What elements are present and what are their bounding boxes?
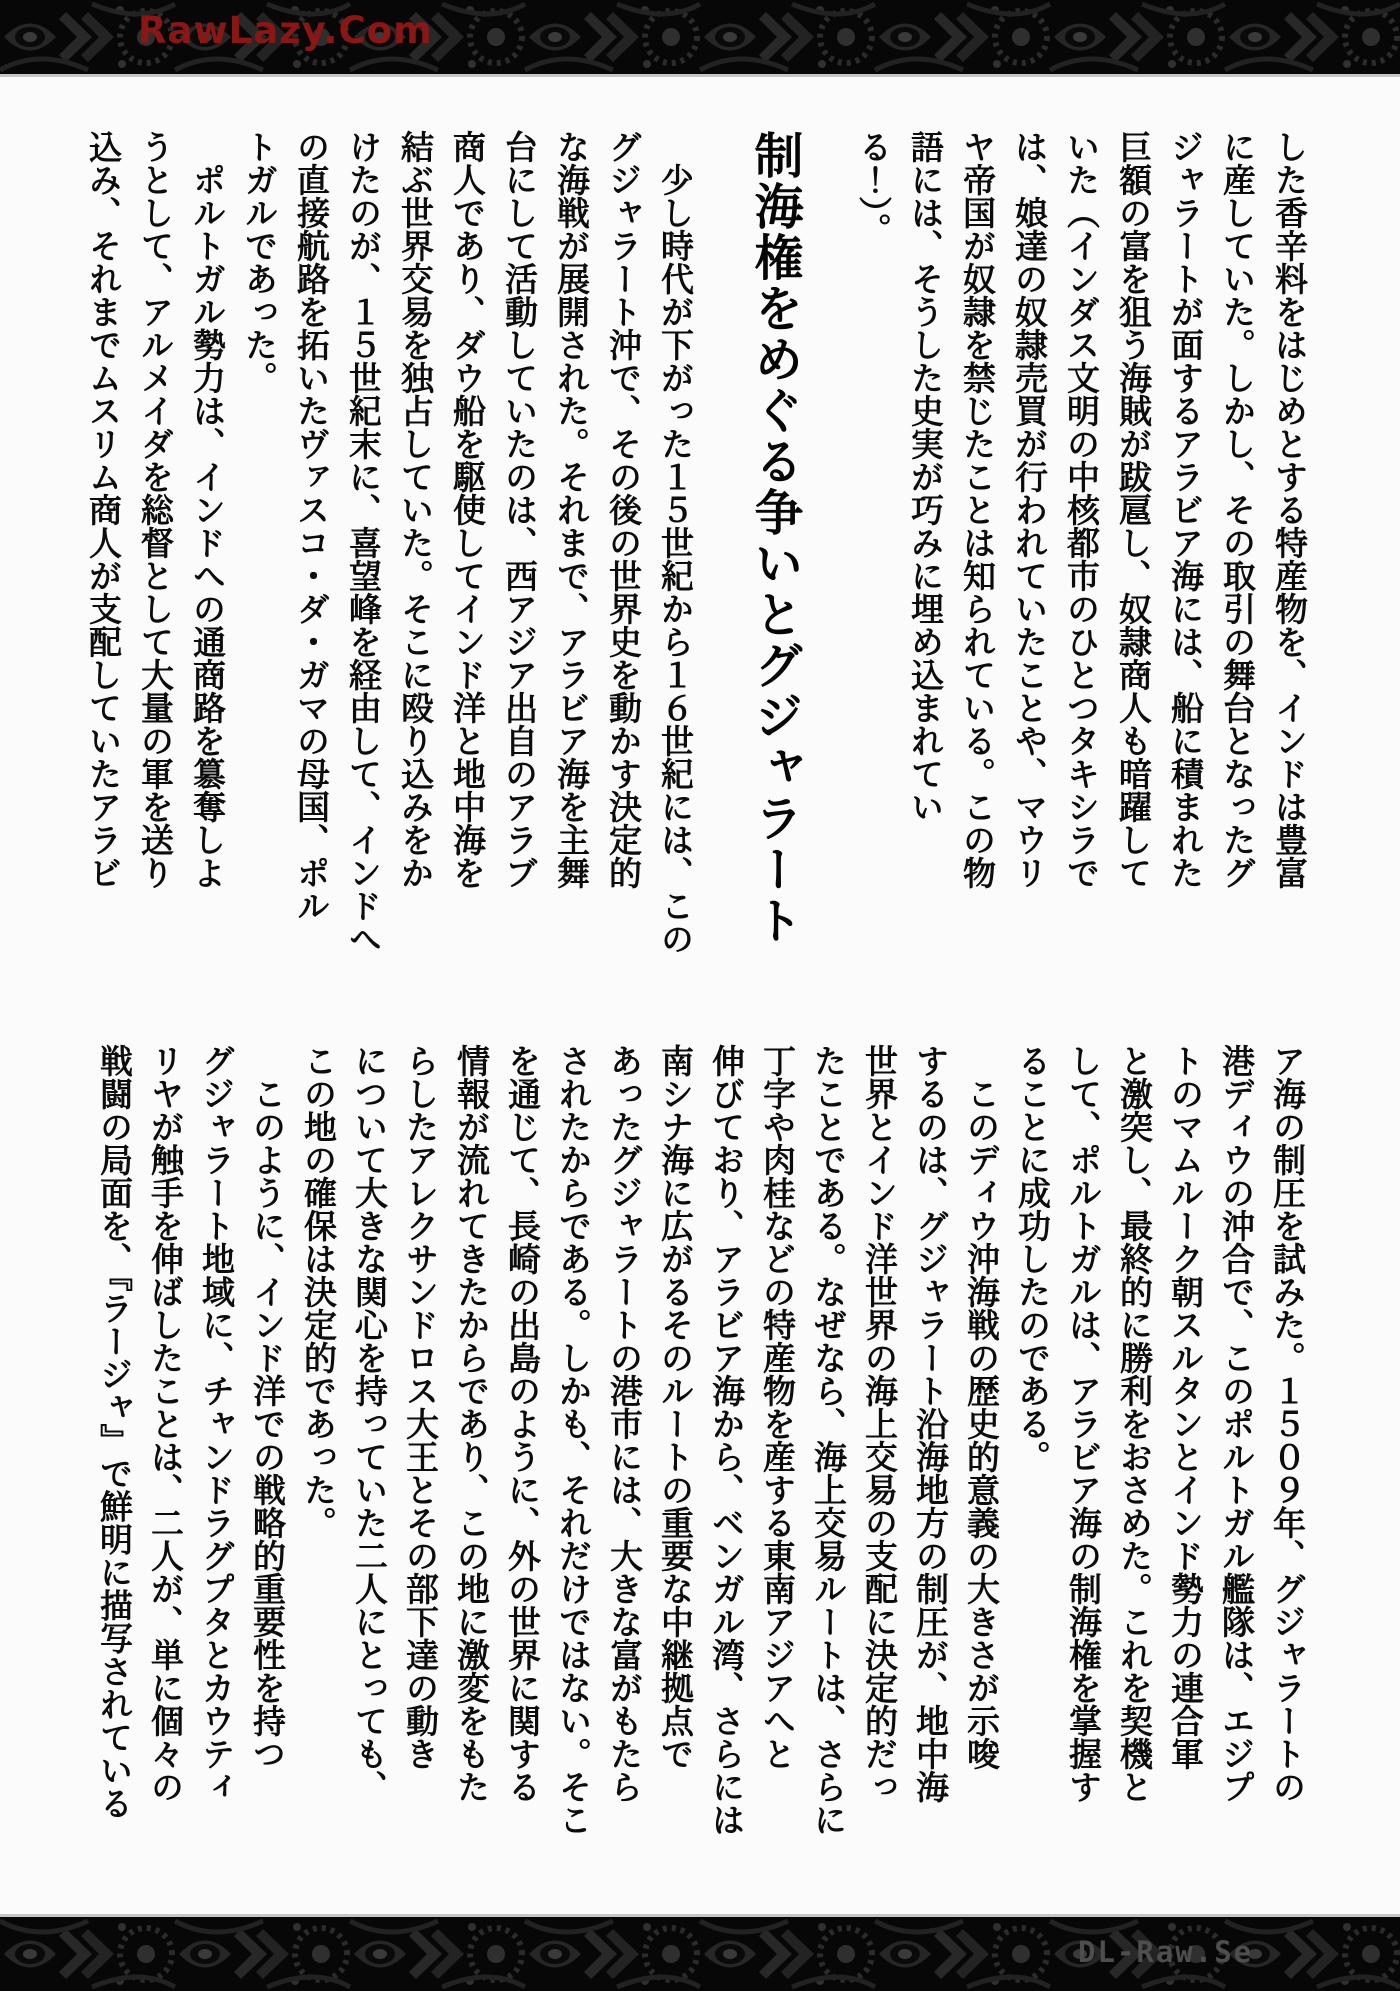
- text-column: な海戦が展開された。それまで、アラビア海を主舞: [552, 130, 591, 889]
- text-column: を通じて、長崎の出島のように、外の世界に関する: [503, 1044, 542, 1803]
- lower-text-block: [89, 1044, 1313, 1874]
- text-column: 台にして活動していたのは、西アジア出自のアラブ: [500, 130, 539, 889]
- text-column: ることに成功したのである。: [1013, 1044, 1052, 1473]
- text-column: このように、インド洋での戦略的重要性を持つ: [248, 1044, 287, 1770]
- bottom-decorative-band: [0, 1914, 1400, 1991]
- text-column: 語には、そうした史実が巧みに埋め込まれてい: [906, 130, 945, 823]
- text-column: 丁字や肉桂などの特産物を産する東南アジアへと: [758, 1044, 797, 1770]
- upper-text-block: [77, 130, 1315, 960]
- text-column: ア海の制圧を試みた。１５０９年、グジャラートの: [1268, 1044, 1307, 1803]
- text-column: グジャラート沖で、その後の世界史を動かす決定的: [604, 130, 643, 889]
- text-column: リヤが触手を伸ばしたことは、二人が、単に個々の: [146, 1044, 185, 1803]
- text-column: について大きな関心を持っていた二人にとっても、: [350, 1044, 389, 1803]
- watermark-dlraw: DL-Raw.Se: [1078, 1935, 1254, 1969]
- text-column: 巨額の富を狙う海賊が跋扈し、奴隷商人も暗躍して: [1114, 130, 1153, 889]
- top-decorative-band: [0, 0, 1400, 77]
- text-column: 結ぶ世界交易を独占していた。そこに殴り込みをか: [396, 130, 435, 889]
- text-column: けたのが、１５世紀末に、喜望峰を経由して、インドへ: [344, 130, 383, 955]
- paragraph-naval-history: [233, 130, 701, 960]
- text-column: いた（インダス文明の中核都市のひとつタキシラで: [1062, 130, 1101, 889]
- text-column: されたからである。しかも、それだけではない。そこ: [554, 1044, 593, 1836]
- text-column: ヤ帝国が奴隷を禁じたことは知られている。この物: [958, 130, 997, 889]
- paragraph-spice-trade: [847, 130, 1315, 960]
- text-column: 戦闘の局面を、『ラージャ』で鮮明に描写されている: [95, 1044, 134, 1820]
- text-column: は、娘達の奴隷売買が行われていたことや、マウリ: [1010, 130, 1049, 889]
- text-column: の直接航路を拓いたヴァスコ・ダ・ガマの母国、ポル: [292, 130, 331, 922]
- text-column: と激突し、最終的に勝利をおさめた。これを契機と: [1115, 1044, 1154, 1803]
- text-column: あったグジャラートの港市には、大きな富がもたら: [605, 1044, 644, 1803]
- text-column: トガルであった。: [240, 130, 279, 394]
- text-column: ポルトガル勢力は、インドへの通商路を簒奪しよ: [188, 130, 227, 889]
- watermark-rawlazy: RawLazy.Com: [138, 9, 433, 52]
- text-column: る！）。: [854, 130, 893, 246]
- text-column: トのマムルーク朝スルタンとインド勢力の連合軍: [1166, 1044, 1205, 1770]
- text-column: 伸びており、アラビア海から、ベンガル湾、さらには: [707, 1044, 746, 1836]
- text-column: した香辛料をはじめとする特産物を、インドは豊富: [1270, 130, 1309, 889]
- text-column: 南シナ海に広がるそのルートの重要な中継拠点で: [656, 1044, 695, 1770]
- text-column: 込み、それまでムスリム商人が支配していたアラビ: [84, 130, 123, 889]
- text-column: するのは、グジャラート沿海地方の制圧が、地中海: [911, 1044, 950, 1803]
- text-column: して、ポルトガルは、アラビア海の制海権を掌握す: [1064, 1044, 1103, 1803]
- section-title: 制海権をめぐる争いとグジャラート: [747, 130, 805, 946]
- text-column: この地の確保は決定的であった。: [299, 1044, 338, 1539]
- paragraph-diu-battle: [89, 1044, 1313, 1874]
- text-column: らしたアレクサンドロス大王とその部下達の動き: [401, 1044, 440, 1770]
- paragraph-portuguese-forces: [77, 130, 233, 960]
- text-column: 商人であり、ダウ船を駆使してインド洋と地中海を: [448, 130, 487, 889]
- text-column: 情報が流れてきたからであり、この地に激変をもた: [452, 1044, 491, 1803]
- text-column: に産していた。しかし、その取引の舞台となったグ: [1218, 130, 1257, 889]
- text-column: うとして、アルメイダを総督として大量の軍を送り: [136, 130, 175, 889]
- text-column: 港ディウの沖合で、このポルトガル艦隊は、エジプ: [1217, 1044, 1256, 1803]
- text-column: 世界とインド洋世界の海上交易の支配に決定的だっ: [860, 1044, 899, 1803]
- text-column: グジャラート地域に、チャンドラグプタとカウティ: [197, 1044, 236, 1803]
- text-column: ジャラートが面するアラビア海には、船に積まれた: [1166, 130, 1205, 889]
- text-column: たことである。なぜなら、海上交易ルートは、さらに: [809, 1044, 848, 1836]
- text-column: このディウ沖海戦の歴史的意義の大きさが示唆: [962, 1044, 1001, 1770]
- text-column: 少し時代が下がった１５世紀から１６世紀には、この: [656, 130, 695, 955]
